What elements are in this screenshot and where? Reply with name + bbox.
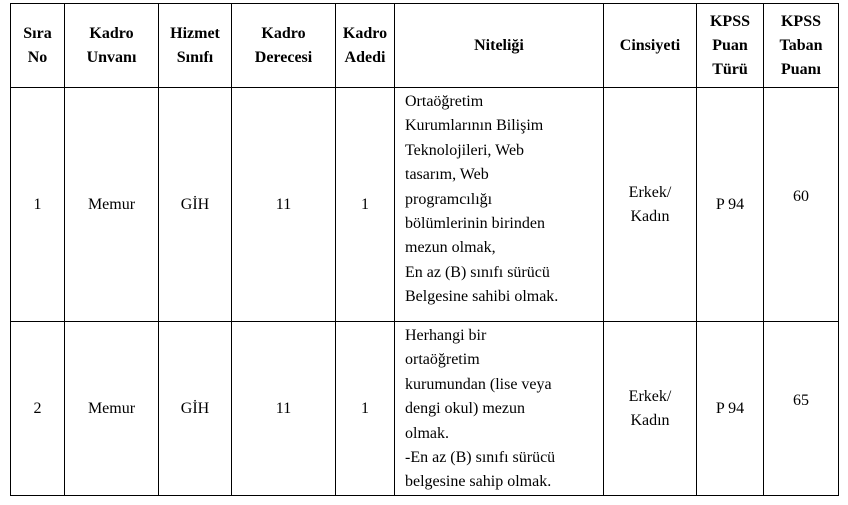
- cell-kadro-unvani: Memur: [65, 322, 159, 496]
- cell-kpss-puan-turu: P 94: [697, 88, 764, 322]
- header-kadro-unvani: Kadro Unvanı: [65, 4, 159, 88]
- cell-niteligi: Ortaöğretim Kurumlarının Bilişim Teknolojileri, Web tasarım, Web programcılığı bölümlerinin birinden mezun olmak, En az (B) sınıfı sürücü Belgesine sahibi olmak.: [395, 88, 604, 322]
- header-kadro-adedi: Kadro Adedi: [336, 4, 395, 88]
- header-kpss-taban-puani: KPSS Taban Puanı: [764, 4, 839, 88]
- header-cinsiyeti: Cinsiyeti: [604, 4, 697, 88]
- cell-kadro-unvani: Memur: [65, 88, 159, 322]
- cell-hizmet-sinifi: GİH: [159, 322, 232, 496]
- header-row: [11, 4, 839, 88]
- cell-kadro-derecesi: 11: [232, 322, 336, 496]
- header-niteligi: Niteliği: [395, 4, 604, 88]
- cell-niteligi: Herhangi bir ortaöğretim kurumundan (lise veya dengi okul) mezun olmak. -En az (B) sınıfı sürücü belgesine sahip olmak.: [395, 322, 604, 496]
- cell-kpss-taban-puani: 65: [764, 322, 839, 496]
- header-kadro-derecesi: Kadro Derecesi: [232, 4, 336, 88]
- header-hizmet-sinifi: Hizmet Sınıfı: [159, 4, 232, 88]
- cell-cinsiyeti: Erkek/ Kadın: [604, 88, 697, 322]
- cell-kadro-adedi: 1: [336, 88, 395, 322]
- cell-cinsiyeti: Erkek/ Kadın: [604, 322, 697, 496]
- cell-kpss-taban-puani: 60: [764, 88, 839, 322]
- header-sira-no: Sıra No: [11, 4, 65, 88]
- cell-kadro-adedi: 1: [336, 322, 395, 496]
- cell-sira-no: 2: [11, 322, 65, 496]
- table-row: [11, 322, 839, 496]
- cell-kpss-puan-turu: P 94: [697, 322, 764, 496]
- kadro-table: [10, 3, 839, 496]
- cell-hizmet-sinifi: GİH: [159, 88, 232, 322]
- cell-kadro-derecesi: 11: [232, 88, 336, 322]
- table-row: [11, 88, 839, 322]
- header-kpss-puan-turu: KPSS Puan Türü: [697, 4, 764, 88]
- cell-sira-no: 1: [11, 88, 65, 322]
